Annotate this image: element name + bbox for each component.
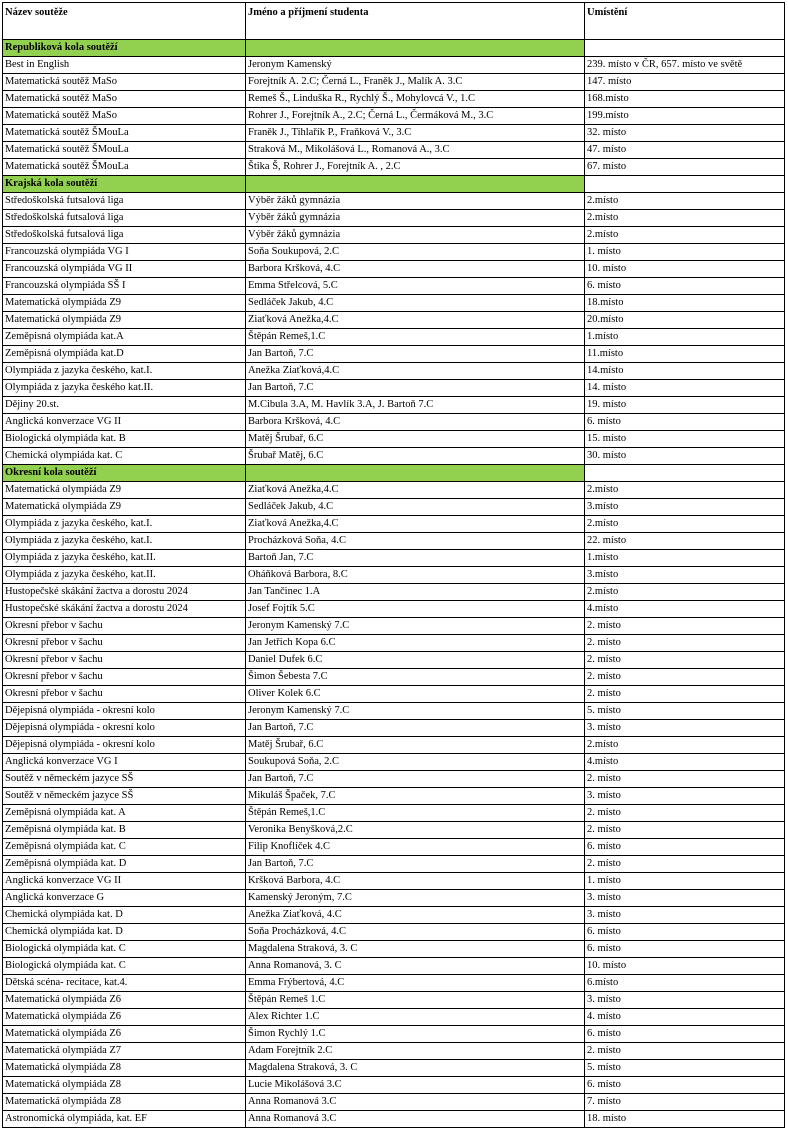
student-cell: Jan Bartoň, 7.C bbox=[246, 856, 585, 873]
student-cell: Daniel Dufek 6.C bbox=[246, 652, 585, 669]
competition-cell: Dějiny 20.st. bbox=[3, 397, 246, 414]
placement-cell: 2.místo bbox=[585, 210, 785, 227]
student-cell: Ziaťková Anežka,4.C bbox=[246, 516, 585, 533]
student-cell: Magdalena Straková, 3. C bbox=[246, 941, 585, 958]
placement-cell: 6.místo bbox=[585, 975, 785, 992]
competition-cell: Zeměpisná olympiáda kat.A bbox=[3, 329, 246, 346]
table-row bbox=[3, 1026, 785, 1043]
competition-cell: Olympiáda z jazyka českého, kat.I. bbox=[3, 533, 246, 550]
student-cell: Mikuláš Špaček, 7.C bbox=[246, 788, 585, 805]
placement-cell: 2.místo bbox=[585, 584, 785, 601]
placement-cell: 6. místo bbox=[585, 839, 785, 856]
student-cell: Jan Tančinec 1.A bbox=[246, 584, 585, 601]
placement-cell: 2.místo bbox=[585, 482, 785, 499]
placement-cell: 1.místo bbox=[585, 550, 785, 567]
competition-cell: Zeměpisná olympiáda kat. B bbox=[3, 822, 246, 839]
placement-cell: 3. místo bbox=[585, 720, 785, 737]
student-cell: Soňa Procházková, 4.C bbox=[246, 924, 585, 941]
table-row bbox=[3, 856, 785, 873]
competition-cell: Dějepisná olympiáda - okresní kolo bbox=[3, 737, 246, 754]
placement-cell: 2. místo bbox=[585, 618, 785, 635]
table-row bbox=[3, 686, 785, 703]
competition-cell: Anglická konverzace VG II bbox=[3, 873, 246, 890]
placement-cell: 3. místo bbox=[585, 788, 785, 805]
competition-cell: Zeměpisná olympiáda kat. D bbox=[3, 856, 246, 873]
competition-cell: Matematická soutěž MaSo bbox=[3, 91, 246, 108]
header-row bbox=[3, 3, 785, 40]
student-cell: Jeronym Kamenský bbox=[246, 57, 585, 74]
student-cell: M.Cibula 3.A, M. Havlík 3.A, J. Bartoň 7.C bbox=[246, 397, 585, 414]
student-cell: Soňa Soukupová, 2.C bbox=[246, 244, 585, 261]
table-row bbox=[3, 431, 785, 448]
section-filler-cell bbox=[246, 176, 585, 193]
placement-cell: 2. místo bbox=[585, 771, 785, 788]
placement-cell: 147. místo bbox=[585, 74, 785, 91]
table-row bbox=[3, 1009, 785, 1026]
section-filler-cell bbox=[585, 40, 785, 57]
table-row bbox=[3, 720, 785, 737]
competition-cell: Matematická olympiáda Z8 bbox=[3, 1060, 246, 1077]
placement-cell: 5. místo bbox=[585, 1060, 785, 1077]
placement-cell: 14.místo bbox=[585, 363, 785, 380]
competition-cell: Zeměpisná olympiáda kat. C bbox=[3, 839, 246, 856]
competition-cell: Soutěž v německém jazyce SŠ bbox=[3, 788, 246, 805]
placement-cell: 6. místo bbox=[585, 278, 785, 295]
competition-cell: Olympiáda z jazyka českého, kat.I. bbox=[3, 363, 246, 380]
student-cell: Šrubař Matěj, 6.C bbox=[246, 448, 585, 465]
student-cell: Filip Knoflíček 4.C bbox=[246, 839, 585, 856]
placement-cell: 3. místo bbox=[585, 992, 785, 1009]
table-row bbox=[3, 1111, 785, 1128]
table-row bbox=[3, 652, 785, 669]
placement-cell: 168.místo bbox=[585, 91, 785, 108]
student-cell: Oháňková Barbora, 8.C bbox=[246, 567, 585, 584]
competition-cell: Anglická konverzace VG II bbox=[3, 414, 246, 431]
table-row bbox=[3, 924, 785, 941]
placement-cell: 19. místo bbox=[585, 397, 785, 414]
student-cell: Matěj Šrubař, 6.C bbox=[246, 737, 585, 754]
competition-cell: Dějepisná olympiáda - okresní kolo bbox=[3, 703, 246, 720]
placement-cell: 2. místo bbox=[585, 856, 785, 873]
table-row bbox=[3, 737, 785, 754]
table-row bbox=[3, 1077, 785, 1094]
placement-cell: 2. místo bbox=[585, 805, 785, 822]
student-cell: Anežka Ziaťková,4.C bbox=[246, 363, 585, 380]
table-row bbox=[3, 941, 785, 958]
student-cell: Emma Střelcová, 5.C bbox=[246, 278, 585, 295]
placement-cell: 2. místo bbox=[585, 686, 785, 703]
table-row bbox=[3, 414, 785, 431]
table-row bbox=[3, 57, 785, 74]
table-row bbox=[3, 363, 785, 380]
table-row bbox=[3, 346, 785, 363]
competition-cell: Středoškolská futsalová liga bbox=[3, 193, 246, 210]
competition-cell: Matematická olympiáda Z8 bbox=[3, 1094, 246, 1111]
competition-cell: Okresní přebor v šachu bbox=[3, 669, 246, 686]
student-cell: Výběr žáků gymnázia bbox=[246, 210, 585, 227]
table-row bbox=[3, 193, 785, 210]
section-row bbox=[3, 465, 785, 482]
placement-cell: 2.místo bbox=[585, 737, 785, 754]
placement-cell: 5. místo bbox=[585, 703, 785, 720]
table-row bbox=[3, 329, 785, 346]
table-row bbox=[3, 584, 785, 601]
competition-cell: Francouzská olympiáda VG I bbox=[3, 244, 246, 261]
competition-cell: Francouzská olympiáda SŠ I bbox=[3, 278, 246, 295]
placement-cell: 32. místo bbox=[585, 125, 785, 142]
section-filler-cell bbox=[246, 40, 585, 57]
table-header bbox=[3, 3, 785, 40]
table-row bbox=[3, 244, 785, 261]
section-row bbox=[3, 176, 785, 193]
student-cell: Franěk J., Tihlařík P., Fraňková V., 3.C bbox=[246, 125, 585, 142]
competition-cell: Matematická soutěž ŠMouLa bbox=[3, 159, 246, 176]
table-row bbox=[3, 907, 785, 924]
table-row bbox=[3, 159, 785, 176]
competition-cell: Matematická olympiáda Z9 bbox=[3, 482, 246, 499]
competition-cell: Matematická olympiáda Z7 bbox=[3, 1043, 246, 1060]
competition-cell: Matematická olympiáda Z9 bbox=[3, 499, 246, 516]
student-cell: Jeronym Kamenský 7.C bbox=[246, 703, 585, 720]
table-row bbox=[3, 822, 785, 839]
student-cell: Kamenský Jeroným, 7.C bbox=[246, 890, 585, 907]
student-cell: Sedláček Jakub, 4.C bbox=[246, 499, 585, 516]
student-cell: Výběr žáků gymnázia bbox=[246, 193, 585, 210]
competition-cell: Olympiáda z jazyka českého kat.II. bbox=[3, 380, 246, 397]
section-title: Republiková kola soutěží bbox=[3, 40, 246, 57]
section-title: Okresní kola soutěží bbox=[3, 465, 246, 482]
competition-cell: Matematická soutěž ŠMouLa bbox=[3, 142, 246, 159]
competition-cell: Okresní přebor v šachu bbox=[3, 618, 246, 635]
column-header-student: Jméno a příjmení studenta bbox=[246, 3, 585, 40]
competition-cell: Matematická soutěž ŠMouLa bbox=[3, 125, 246, 142]
section-filler-cell bbox=[246, 465, 585, 482]
competition-cell: Biologická olympiáda kat. C bbox=[3, 958, 246, 975]
student-cell: Barbora Kršková, 4.C bbox=[246, 261, 585, 278]
column-header-placement: Umístění bbox=[585, 3, 785, 40]
table-row bbox=[3, 635, 785, 652]
student-cell: Remeš Š., Linduška R., Rychlý Š., Mohylovcá V., 1.C bbox=[246, 91, 585, 108]
student-cell: Štěpán Remeš,1.C bbox=[246, 329, 585, 346]
placement-cell: 6. místo bbox=[585, 1026, 785, 1043]
competition-cell: Chemická olympiáda kat. D bbox=[3, 907, 246, 924]
student-cell: Štika Š, Rohrer J., Forejtník A. , 2.C bbox=[246, 159, 585, 176]
competition-cell: Soutěž v německém jazyce SŠ bbox=[3, 771, 246, 788]
table-row bbox=[3, 397, 785, 414]
student-cell: Alex Richter 1.C bbox=[246, 1009, 585, 1026]
placement-cell: 2.místo bbox=[585, 516, 785, 533]
placement-cell: 2. místo bbox=[585, 652, 785, 669]
competition-cell: Okresní přebor v šachu bbox=[3, 686, 246, 703]
student-cell: Anna Romanová, 3. C bbox=[246, 958, 585, 975]
table-row bbox=[3, 992, 785, 1009]
competition-cell: Olympiáda z jazyka českého, kat.I. bbox=[3, 516, 246, 533]
student-cell: Anežka Ziaťková, 4.C bbox=[246, 907, 585, 924]
student-cell: Štěpán Remeš 1.C bbox=[246, 992, 585, 1009]
student-cell: Jan Bartoň, 7.C bbox=[246, 346, 585, 363]
student-cell: Straková M., Mikolášová L., Romanová A., 3.C bbox=[246, 142, 585, 159]
placement-cell: 30. místo bbox=[585, 448, 785, 465]
table-row bbox=[3, 482, 785, 499]
competition-cell: Olympiáda z jazyka českého, kat.II. bbox=[3, 550, 246, 567]
competition-cell: Středoškolská futsalová liga bbox=[3, 227, 246, 244]
placement-cell: 47. místo bbox=[585, 142, 785, 159]
student-cell: Josef Fojtík 5.C bbox=[246, 601, 585, 618]
competition-cell: Matematická olympiáda Z6 bbox=[3, 1026, 246, 1043]
competition-cell: Okresní přebor v šachu bbox=[3, 652, 246, 669]
table-row bbox=[3, 788, 785, 805]
placement-cell: 199.místo bbox=[585, 108, 785, 125]
table-row bbox=[3, 839, 785, 856]
student-cell: Magdalena Straková, 3. C bbox=[246, 1060, 585, 1077]
placement-cell: 4.místo bbox=[585, 754, 785, 771]
placement-cell: 22. místo bbox=[585, 533, 785, 550]
placement-cell: 239. místo v ČR, 657. místo ve světě bbox=[585, 57, 785, 74]
student-cell: Štěpán Remeš,1.C bbox=[246, 805, 585, 822]
placement-cell: 6. místo bbox=[585, 941, 785, 958]
competition-cell: Anglická konverzace VG I bbox=[3, 754, 246, 771]
competition-cell: Matematická soutěž MaSo bbox=[3, 74, 246, 91]
competition-cell: Hustopečské skákání žactva a dorostu 2024 bbox=[3, 601, 246, 618]
placement-cell: 10. místo bbox=[585, 958, 785, 975]
table-row bbox=[3, 516, 785, 533]
student-cell: Forejtník A. 2.C; Černá L., Franěk J., Malík A. 3.C bbox=[246, 74, 585, 91]
student-cell: Ziaťková Anežka,4.C bbox=[246, 482, 585, 499]
competition-cell: Zeměpisná olympiáda kat. A bbox=[3, 805, 246, 822]
placement-cell: 3.místo bbox=[585, 499, 785, 516]
table-row bbox=[3, 125, 785, 142]
table-row bbox=[3, 1094, 785, 1111]
student-cell: Barbora Kršková, 4.C bbox=[246, 414, 585, 431]
competition-cell: Astronomická olympiáda, kat. EF bbox=[3, 1111, 246, 1128]
placement-cell: 2.místo bbox=[585, 193, 785, 210]
placement-cell: 2. místo bbox=[585, 822, 785, 839]
competition-cell: Best in English bbox=[3, 57, 246, 74]
competition-cell: Okresní přebor v šachu bbox=[3, 635, 246, 652]
competition-cell: Biologická olympiáda kat. C bbox=[3, 941, 246, 958]
placement-cell: 1. místo bbox=[585, 244, 785, 261]
placement-cell: 20.místo bbox=[585, 312, 785, 329]
table-row bbox=[3, 975, 785, 992]
student-cell: Bartoň Jan, 7.C bbox=[246, 550, 585, 567]
placement-cell: 3. místo bbox=[585, 907, 785, 924]
table-row bbox=[3, 873, 785, 890]
student-cell: Výběr žáků gymnázia bbox=[246, 227, 585, 244]
placement-cell: 18. místo bbox=[585, 1111, 785, 1128]
table-row bbox=[3, 703, 785, 720]
student-cell: Emma Frýbertová, 4.C bbox=[246, 975, 585, 992]
competition-cell: Dějepisná olympiáda - okresní kolo bbox=[3, 720, 246, 737]
student-cell: Jan Bartoň, 7.C bbox=[246, 771, 585, 788]
competition-cell: Biologická olympiáda kat. B bbox=[3, 431, 246, 448]
placement-cell: 1. místo bbox=[585, 873, 785, 890]
competition-cell: Matematická soutěž MaSo bbox=[3, 108, 246, 125]
placement-cell: 4.místo bbox=[585, 601, 785, 618]
section-row bbox=[3, 40, 785, 57]
competition-cell: Matematická olympiáda Z9 bbox=[3, 312, 246, 329]
student-cell: Procházková Soňa, 4.C bbox=[246, 533, 585, 550]
competition-cell: Olympiáda z jazyka českého, kat.II. bbox=[3, 567, 246, 584]
student-cell: Šimon Šebesta 7.C bbox=[246, 669, 585, 686]
competition-cell: Anglická konverzace G bbox=[3, 890, 246, 907]
table-row bbox=[3, 771, 785, 788]
table-row bbox=[3, 533, 785, 550]
table-row bbox=[3, 669, 785, 686]
student-cell: Anna Romanová 3.C bbox=[246, 1094, 585, 1111]
competition-cell: Matematická olympiáda Z6 bbox=[3, 992, 246, 1009]
section-title: Krajská kola soutěží bbox=[3, 176, 246, 193]
student-cell: Oliver Kolek 6.C bbox=[246, 686, 585, 703]
placement-cell: 15. místo bbox=[585, 431, 785, 448]
table-body bbox=[3, 40, 785, 1128]
placement-cell: 14. místo bbox=[585, 380, 785, 397]
student-cell: Adam Forejtník 2.C bbox=[246, 1043, 585, 1060]
student-cell: Jan Bartoň, 7.C bbox=[246, 720, 585, 737]
student-cell: Ziaťková Anežka,4.C bbox=[246, 312, 585, 329]
table-row bbox=[3, 210, 785, 227]
student-cell: Šimon Rychlý 1.C bbox=[246, 1026, 585, 1043]
column-header-competition: Název soutěže bbox=[3, 3, 246, 40]
placement-cell: 2. místo bbox=[585, 1043, 785, 1060]
table-row bbox=[3, 601, 785, 618]
competition-cell: Matematická olympiáda Z6 bbox=[3, 1009, 246, 1026]
student-cell: Sedláček Jakub, 4.C bbox=[246, 295, 585, 312]
table-row bbox=[3, 550, 785, 567]
placement-cell: 2. místo bbox=[585, 669, 785, 686]
table-row bbox=[3, 108, 785, 125]
table-row bbox=[3, 1060, 785, 1077]
competition-cell: Hustopečské skákání žactva a dorostu 2024 bbox=[3, 584, 246, 601]
table-row bbox=[3, 1043, 785, 1060]
student-cell: Anna Romanová 3.C bbox=[246, 1111, 585, 1128]
placement-cell: 1.místo bbox=[585, 329, 785, 346]
placement-cell: 3. místo bbox=[585, 890, 785, 907]
student-cell: Soukupová Soňa, 2.C bbox=[246, 754, 585, 771]
table-row bbox=[3, 805, 785, 822]
competition-cell: Chemická olympiáda kat. C bbox=[3, 448, 246, 465]
table-row bbox=[3, 278, 785, 295]
competition-cell: Matematická olympiáda Z9 bbox=[3, 295, 246, 312]
placement-cell: 6. místo bbox=[585, 924, 785, 941]
placement-cell: 3.místo bbox=[585, 567, 785, 584]
student-cell: Jan Bartoň, 7.C bbox=[246, 380, 585, 397]
table-row bbox=[3, 567, 785, 584]
student-cell: Lucie Mikolášová 3.C bbox=[246, 1077, 585, 1094]
table-row bbox=[3, 142, 785, 159]
competition-cell: Chemická olympiáda kat. D bbox=[3, 924, 246, 941]
table-row bbox=[3, 227, 785, 244]
table-row bbox=[3, 312, 785, 329]
placement-cell: 2. místo bbox=[585, 635, 785, 652]
table-row bbox=[3, 295, 785, 312]
placement-cell: 2.místo bbox=[585, 227, 785, 244]
student-cell: Jan Jetřich Kopa 6.C bbox=[246, 635, 585, 652]
student-cell: Matěj Šrubař, 6.C bbox=[246, 431, 585, 448]
placement-cell: 4. místo bbox=[585, 1009, 785, 1026]
table-row bbox=[3, 74, 785, 91]
section-filler-cell bbox=[585, 176, 785, 193]
placement-cell: 6. místo bbox=[585, 414, 785, 431]
competition-cell: Matematická olympiáda Z8 bbox=[3, 1077, 246, 1094]
section-filler-cell bbox=[585, 465, 785, 482]
placement-cell: 67. místo bbox=[585, 159, 785, 176]
table-row bbox=[3, 261, 785, 278]
student-cell: Veronika Benyšková,2.C bbox=[246, 822, 585, 839]
competition-cell: Dětská scéna- recitace, kat.4. bbox=[3, 975, 246, 992]
placement-cell: 6. místo bbox=[585, 1077, 785, 1094]
student-cell: Kršková Barbora, 4.C bbox=[246, 873, 585, 890]
competition-cell: Zeměpisná olympiáda kat.D bbox=[3, 346, 246, 363]
results-table bbox=[2, 2, 785, 1128]
table-row bbox=[3, 91, 785, 108]
table-row bbox=[3, 958, 785, 975]
student-cell: Rohrer J., Forejtník A., 2.C; Černá L., Čermáková M., 3.C bbox=[246, 108, 585, 125]
competition-cell: Středoškolská futsalová liga bbox=[3, 210, 246, 227]
table-row bbox=[3, 618, 785, 635]
placement-cell: 18.místo bbox=[585, 295, 785, 312]
student-cell: Jeronym Kamenský 7.C bbox=[246, 618, 585, 635]
placement-cell: 10. místo bbox=[585, 261, 785, 278]
table-row bbox=[3, 890, 785, 907]
table-row bbox=[3, 499, 785, 516]
competition-cell: Francouzská olympiáda VG II bbox=[3, 261, 246, 278]
table-row bbox=[3, 448, 785, 465]
placement-cell: 7. místo bbox=[585, 1094, 785, 1111]
table-row bbox=[3, 380, 785, 397]
table-row bbox=[3, 754, 785, 771]
placement-cell: 11.místo bbox=[585, 346, 785, 363]
